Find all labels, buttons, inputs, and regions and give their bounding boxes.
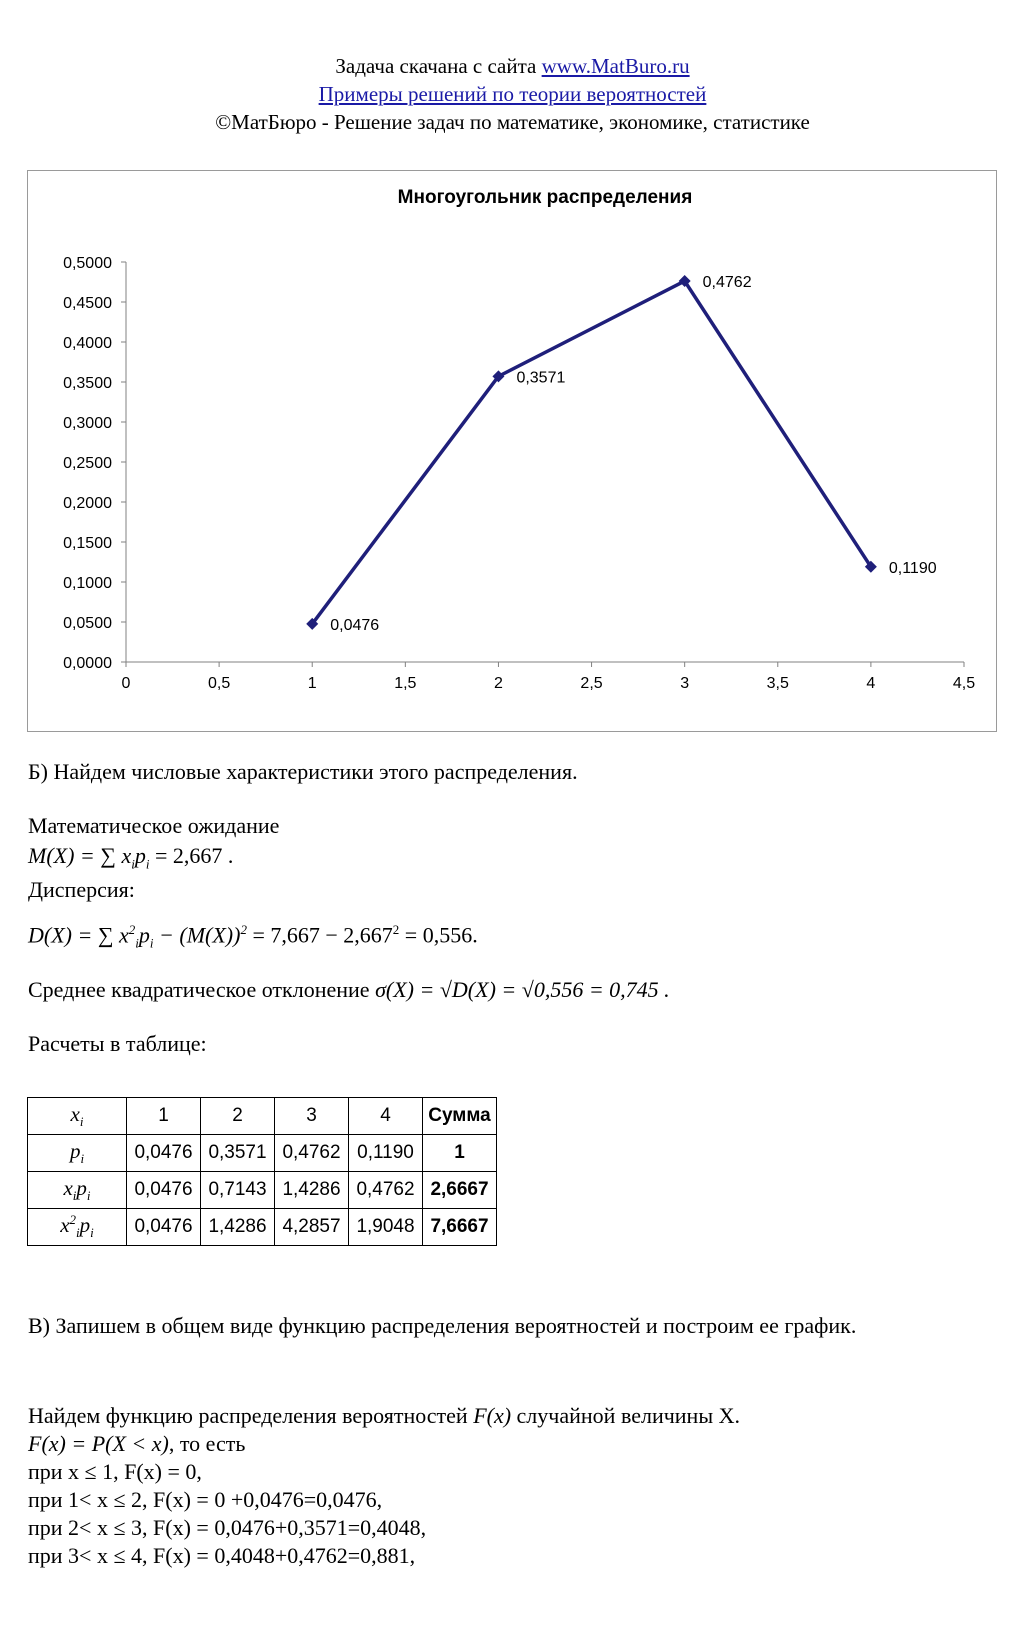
- table-cell: 1,4286: [201, 1209, 275, 1246]
- table-sum-cell: 7,6667: [423, 1209, 497, 1246]
- x-tick-label: 1,5: [394, 675, 417, 692]
- y-tick-label: 0,2000: [63, 495, 112, 512]
- distribution-chart: [27, 170, 997, 732]
- table-cell: 4: [349, 1098, 423, 1135]
- y-tick-label: 0,3000: [63, 415, 112, 432]
- calculation-table: [27, 1097, 497, 1246]
- x-tick-label: 0,5: [207, 675, 231, 692]
- y-tick-label: 0,4500: [63, 295, 112, 312]
- sd-line: Среднее квадратическое отклонение σ(X) = √D(X) = √0,556 = 0,745 .: [28, 977, 670, 1002]
- y-tick-label: 0,1000: [63, 575, 112, 592]
- x-tick-label: 0: [121, 675, 131, 692]
- y-tick-label: 0,0500: [63, 615, 112, 632]
- cdf-case: при 1< x ≤ 2, F(x) = 0 +0,0476=0,0476,: [28, 1487, 383, 1512]
- table-cell: 4,2857: [275, 1209, 349, 1246]
- x-tick-label: 4,5: [952, 675, 976, 692]
- section-b-heading: Б) Найдем числовые характеристики этого распределения.: [28, 759, 578, 784]
- mean-formula: M(X) = ∑ $x_ip_i = 2,667$ .: [28, 843, 234, 872]
- cdf-case: при 3< x ≤ 4, F(x) = 0,4048+0,4762=0,881,: [28, 1543, 416, 1568]
- data-label: 0,1190: [888, 559, 937, 577]
- mean-label: Математическое ожидание: [28, 813, 280, 838]
- data-label: 0,4762: [702, 274, 752, 292]
- row-header-xi2pi: $x^2_ip_i$: [28, 1209, 127, 1246]
- table-cell: 0,3571: [201, 1135, 275, 1172]
- data-label: 0,0476: [330, 616, 380, 634]
- header-line-2: [0, 80, 1025, 108]
- y-tick-label: 0,1500: [63, 535, 112, 552]
- table-cell: 0,4762: [275, 1135, 349, 1172]
- x-tick-label: 4: [866, 675, 876, 692]
- section-v-heading: В) Запишем в общем виде функцию распределения вероятностей и построим ее график.: [28, 1313, 857, 1338]
- table-cell: 0,0476: [127, 1135, 201, 1172]
- header-line-1: [0, 52, 1025, 80]
- data-label: 0,3571: [516, 369, 566, 387]
- table-sum-cell: 2,6667: [423, 1172, 497, 1209]
- table-cell: 0,0476: [127, 1172, 201, 1209]
- variance-label: Дисперсия:: [28, 877, 135, 902]
- table-row: [28, 1135, 497, 1172]
- header-line-3: ©МатБюро - Решение задач по математике, экономике, статистике: [215, 110, 810, 134]
- y-tick-label: 0,4000: [63, 335, 112, 352]
- x-tick-label: 1: [307, 675, 317, 692]
- table-cell: 1,4286: [275, 1172, 349, 1209]
- chart-title: Многоугольник распределения: [397, 187, 693, 208]
- chart-canvas: [28, 171, 996, 731]
- table-cell: 3: [275, 1098, 349, 1135]
- table-cell: 0,4762: [349, 1172, 423, 1209]
- page-header: [0, 52, 1025, 136]
- x-tick-label: 3,5: [766, 675, 789, 692]
- examples-link[interactable]: Примеры решений по теории вероятностей: [318, 82, 707, 106]
- y-tick-label: 0,3500: [63, 375, 112, 392]
- cdf-intro: Найдем функцию распределения вероятностей F(x) случайной величины X.: [28, 1403, 740, 1428]
- row-header-xipi: $x_ip_i$: [28, 1172, 127, 1209]
- table-cell: 0,0476: [127, 1209, 201, 1246]
- table-cell: 1: [127, 1098, 201, 1135]
- row-header-pi: $p_i$: [28, 1135, 127, 1172]
- table-sum-cell: 1: [423, 1135, 497, 1172]
- table-row: [28, 1172, 497, 1209]
- cdf-case: при x ≤ 1, F(x) = 0,: [28, 1459, 202, 1484]
- y-tick-label: 0,5000: [63, 255, 112, 272]
- series-line: [312, 281, 871, 624]
- table-cell: 2: [201, 1098, 275, 1135]
- table-row: [28, 1209, 497, 1246]
- y-tick-label: 0,2500: [63, 455, 112, 472]
- cdf-definition: F(x) = P(X < x), то есть: [28, 1431, 246, 1456]
- table-sum-header: Сумма: [423, 1098, 497, 1135]
- table-label: Расчеты в таблице:: [28, 1031, 207, 1056]
- x-tick-label: 3: [680, 675, 690, 692]
- table-cell: 1,9048: [349, 1209, 423, 1246]
- table-row: [28, 1098, 497, 1135]
- table-cell: 0,7143: [201, 1172, 275, 1209]
- sd-formula: σ(X) = √D(X) = √0,556 = 0,745 .: [375, 977, 670, 1002]
- x-tick-label: 2,5: [580, 675, 603, 692]
- x-tick-label: 2: [493, 675, 503, 692]
- cdf-case: при 2< x ≤ 3, F(x) = 0,0476+0,3571=0,4048,: [28, 1515, 427, 1540]
- site-link[interactable]: www.MatBuro.ru: [541, 54, 690, 78]
- header-text: Задача скачана с сайта: [335, 54, 542, 78]
- y-tick-label: 0,0000: [63, 655, 112, 672]
- table-cell: 0,1190: [349, 1135, 423, 1172]
- row-header-xi: $x_i$: [28, 1098, 127, 1135]
- variance-formula: D(X) = ∑ $x^2_ip_i - (M(X))^2 = 7,667 - 2,667^2 = 0,556$.: [28, 922, 478, 951]
